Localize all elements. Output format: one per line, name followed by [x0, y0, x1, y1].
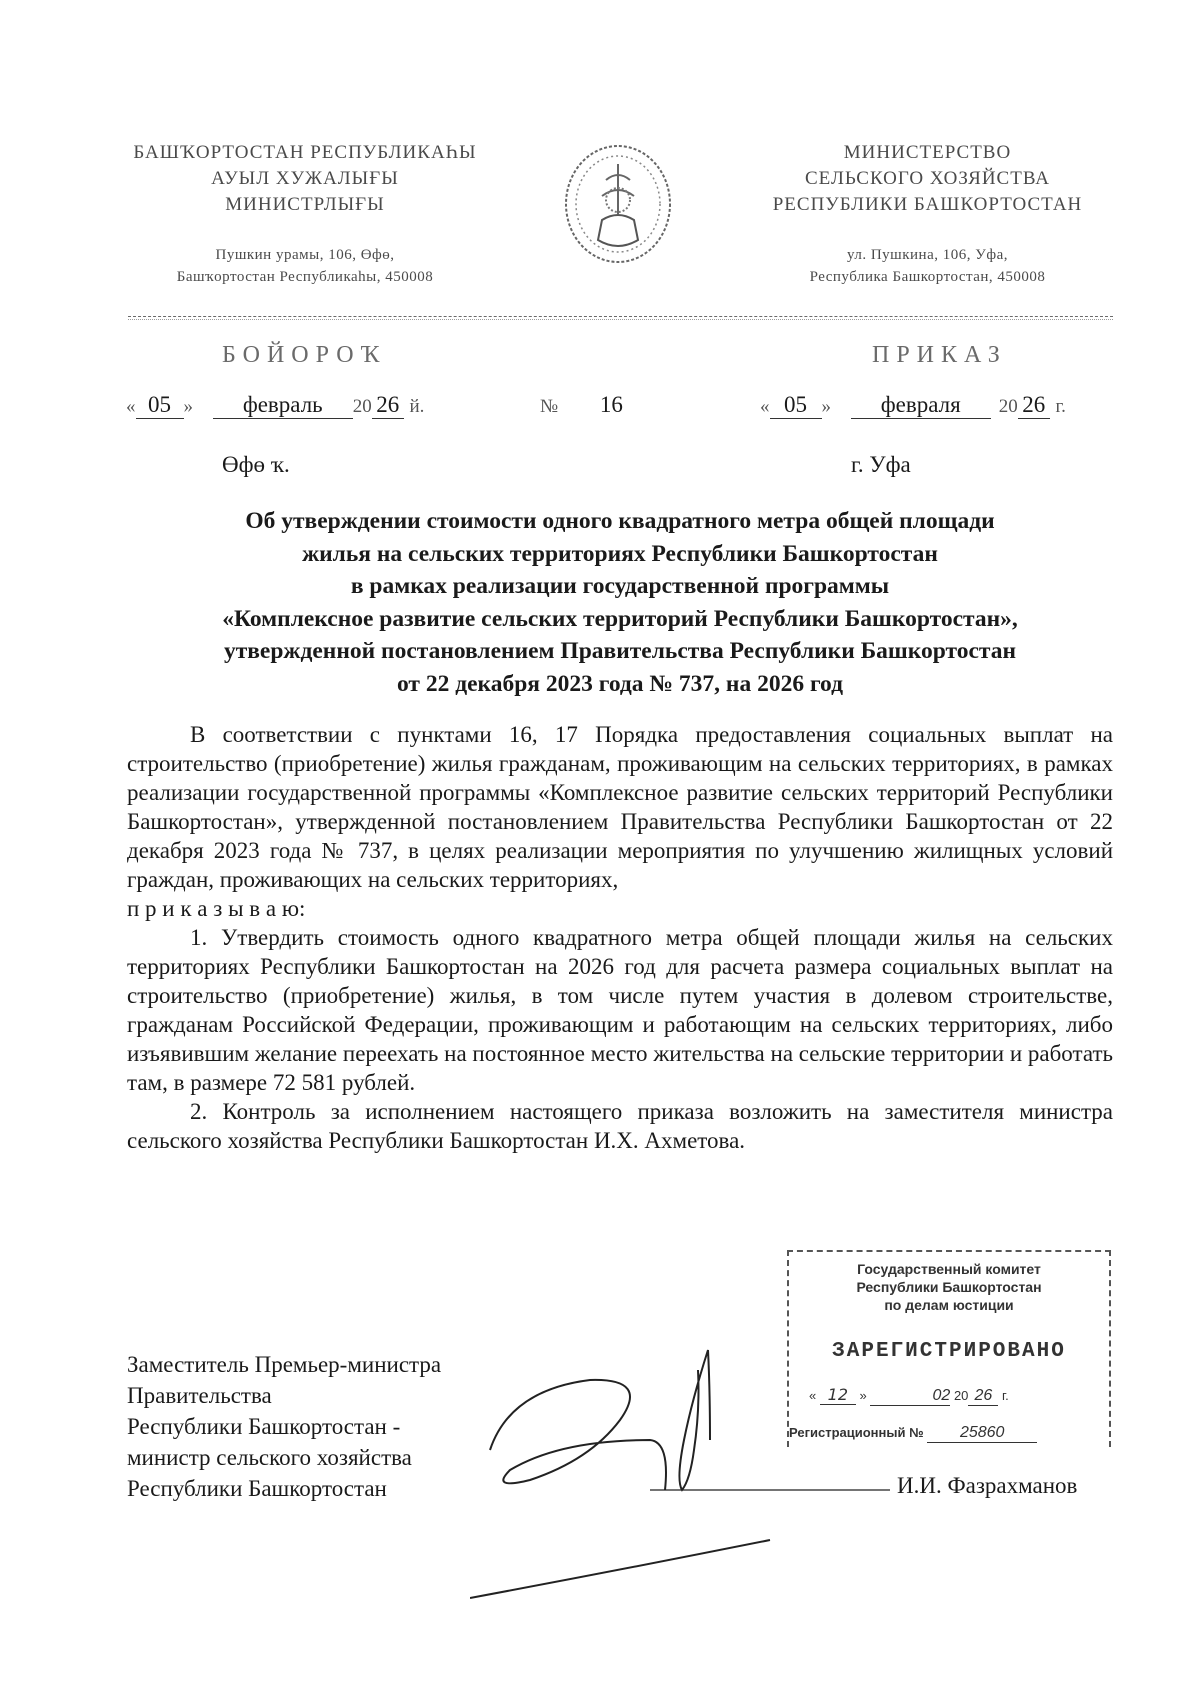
date-right: « 05 » февраля 20 26 г.	[760, 392, 1066, 417]
position-line: министр сельского хозяйства	[127, 1445, 412, 1470]
date-right-suffix: г.	[1055, 396, 1066, 417]
title-line: от 22 декабря 2023 года № 737, на 2026 год	[396, 670, 844, 697]
stamp-reg-number: 25860	[927, 1424, 1037, 1443]
position-line: Республики Башкортостан	[127, 1476, 387, 1501]
header-separator	[128, 316, 1113, 320]
header-left-line: МИНИСТРЛЫҒЫ	[225, 194, 385, 215]
number-value: 16	[599, 392, 623, 417]
header-right	[760, 140, 1095, 288]
title-line: в рамках реализации государственной программы	[350, 573, 890, 599]
header-right-address	[760, 244, 1095, 288]
date-left-year-prefix: 20	[352, 396, 372, 417]
date-left-month: февраль	[213, 392, 353, 419]
stamp-month: 02	[870, 1387, 950, 1406]
address-line: ул. Пушкина, 106, Уфа,	[847, 247, 1008, 263]
address-line: Пушкин урамы, 106, Өфө,	[215, 247, 395, 263]
stamp-reg-label: Регистрационный №	[789, 1425, 924, 1440]
header-right-line: СЕЛЬСКОГО ХОЗЯЙСТВА	[804, 168, 1051, 189]
city-right: г. Уфа	[851, 452, 911, 477]
signature-position	[127, 1349, 441, 1504]
date-right-month: февраля	[851, 392, 991, 419]
title-line: «Комплексное развитие сельских территорий Республики Башкортостан»,	[222, 605, 1018, 632]
position-line: Правительства	[127, 1383, 272, 1408]
stamp-day: 12	[820, 1385, 856, 1405]
city-left: Өфө ҡ.	[222, 452, 290, 477]
address-line: Республика Башкортостан, 450008	[809, 269, 1046, 285]
date-right-year: 26	[1018, 392, 1050, 419]
preamble-paragraph: В соответствии с пунктами 16, 17 Порядка предоставления социальных выплат на строительство (приобретение) жилья гражданам, проживающим на сельских территориях, в рамках реализации государственной программы «Комплексное развитие сельских территорий Республики Башкортостан», утвержденной постановлением Правительства Республики Башкортостан от 22 декабря 2023 года № 737, в целях реализации мероприятия по улучшению жилищных условий граждан, проживающих на сельских территориях,	[127, 722, 1113, 892]
coat-of-arms-icon	[558, 140, 678, 268]
stamp-year: 26	[968, 1387, 998, 1406]
item-2-paragraph: 2. Контроль за исполнением настоящего приказа возложить на заместителя министра сельского хозяйства Республики Башкортостан И.Х. Ахметова.	[127, 1099, 1113, 1153]
order-word: п р и к а з ы в а ю:	[127, 896, 306, 921]
stamp-org-line: Республики Башкортостан	[856, 1279, 1042, 1295]
document-body	[127, 720, 1113, 1155]
position-line: Заместитель Премьер-министра	[127, 1352, 442, 1377]
date-left-suffix: й.	[409, 396, 425, 417]
header-left-address	[120, 244, 490, 288]
address-line: Башҡортостан Республикаһы, 450008	[176, 269, 434, 285]
date-left-day: 05	[136, 392, 184, 419]
handwritten-signature	[470, 1330, 890, 1600]
item-1-paragraph: 1. Утвердить стоимость одного квадратного метра общей площади жилья на сельских территориях Республики Башкортостан на 2026 год для расчета размера социальных выплат на строительство (приобретение) жилья, в том числе путем участия в долевом строительстве, гражданам Российской Федерации, проживающим и работающим на сельских территориях, либо изъявившим желание переехать на постоянное место жительства на сельские территории и работать там, в размере 72 581 рублей.	[127, 925, 1113, 1095]
order-number	[540, 392, 623, 418]
stamp-org-line: по делам юстиции	[884, 1297, 1014, 1313]
title-line: Об утверждении стоимости одного квадратного метра общей площади	[245, 508, 995, 534]
stamp-org-line: Государственный комитет	[857, 1261, 1041, 1277]
title-line: жилья на сельских территориях Республики Башкортостан	[302, 540, 938, 567]
stamp-date: « 12 » 02 20 26 г.	[809, 1385, 1009, 1404]
date-right-year-prefix: 20	[998, 396, 1018, 417]
number-sign: №	[540, 396, 559, 417]
header-right-line: МИНИСТЕРСТВО	[843, 142, 1012, 163]
signatory-name: И.И. Фазрахманов	[897, 1473, 1078, 1498]
doctype-right: ПРИКАЗ	[872, 342, 1007, 368]
header-left-line: АУЫЛ ХУЖАЛЫҒЫ	[211, 168, 399, 189]
header-left-line: БАШҠОРТОСТАН РЕСПУБЛИКАҺЫ	[133, 142, 477, 163]
title-line: утвержденной постановлением Правительства Республики Башкортостан	[223, 638, 1017, 664]
stamp-org	[789, 1260, 1109, 1314]
stamp-year-prefix: 20	[953, 1388, 969, 1403]
header-left	[120, 140, 490, 288]
stamp-status: ЗАРЕГИСТРИРОВАНО	[832, 1340, 1066, 1363]
date-left-year: 26	[372, 392, 404, 419]
date-left: « 05 » февраль 20 26 й.	[126, 392, 425, 417]
stamp-date-suffix: г.	[1002, 1388, 1009, 1403]
doctype-left: БОЙОРОҠ	[222, 342, 387, 368]
date-right-day: 05	[770, 392, 822, 419]
position-line: Республики Башкортостан -	[127, 1414, 401, 1439]
document-title	[140, 505, 1100, 700]
header-right-line: РЕСПУБЛИКИ БАШКОРТОСТАН	[772, 194, 1083, 215]
